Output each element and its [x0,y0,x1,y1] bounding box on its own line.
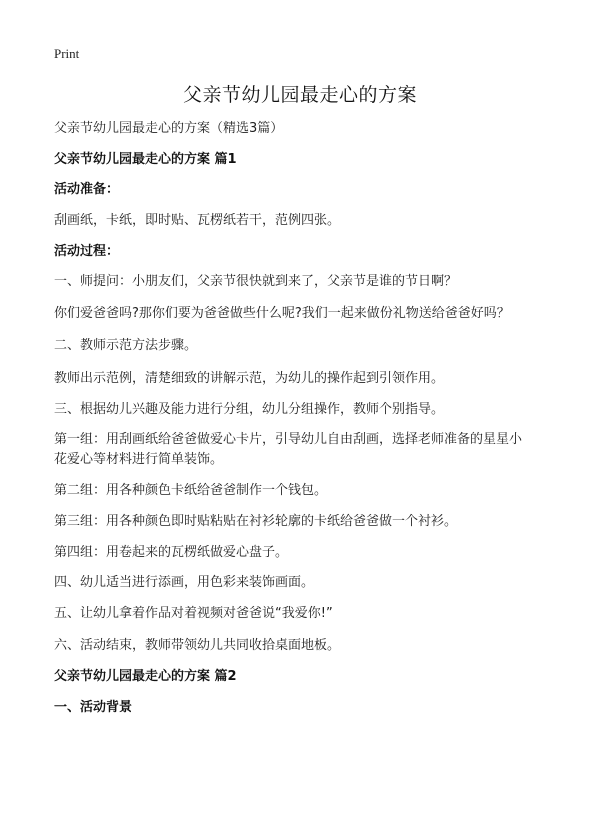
prep-text: 刮画纸，卡纸，即时贴、瓦楞纸若干，范例四张。 [54,213,341,228]
step-paragraph: 第四组：用卷起来的瓦楞纸做爱心盘子。 [54,545,289,560]
step-paragraph: 你们爱爸爸吗?那你们要为爸爸做些什么呢?我们一起来做份礼物送给爸爸好吗？ [54,306,510,321]
step-paragraph: 六、活动结束，教师带领幼儿共同收拾桌面地板。 [54,638,341,653]
document-subtitle: 父亲节幼儿园最走心的方案（精选3篇） [54,121,284,136]
step-paragraph: 三、根据幼儿兴趣及能力进行分组，幼儿分组操作，教师个别指导。 [54,402,445,417]
background-heading: 一、活动背景 [54,700,133,715]
section2-heading: 父亲节幼儿园最走心的方案 篇2 [54,669,237,684]
step-paragraph: 第一组：用刮画纸给爸爸做爱心卡片，引导幼儿自由刮画，选择老师准备的星星小花爱心等材料进行简单装饰。 [54,432,523,467]
prep-heading: 活动准备： [54,182,120,197]
step-paragraph: 二、教师示范方法步骤。 [54,338,198,353]
step-paragraph: 教师出示范例，清楚细致的讲解示范，为幼儿的操作起到引领作用。 [54,371,445,386]
step-paragraph: 四、幼儿适当进行添画，用色彩来装饰画面。 [54,575,315,590]
step-paragraph: 一、师提问：小朋友们，父亲节很快就到来了，父亲节是谁的节日啊？ [54,274,458,289]
section1-heading: 父亲节幼儿园最走心的方案 篇1 [54,152,237,167]
print-label: Print [54,46,80,61]
step-paragraph: 五、让幼儿拿着作品对着视频对爸爸说“我爱你!” [54,606,333,621]
step-paragraph: 第三组：用各种颜色即时贴粘贴在衬衫轮廓的卡纸给爸爸做一个衬衫。 [54,514,458,529]
page-title: 父亲节幼儿园最走心的方案 [182,84,417,106]
step-paragraph: 第二组：用各种颜色卡纸给爸爸制作一个钱包。 [54,483,328,498]
process-heading: 活动过程： [54,244,120,259]
